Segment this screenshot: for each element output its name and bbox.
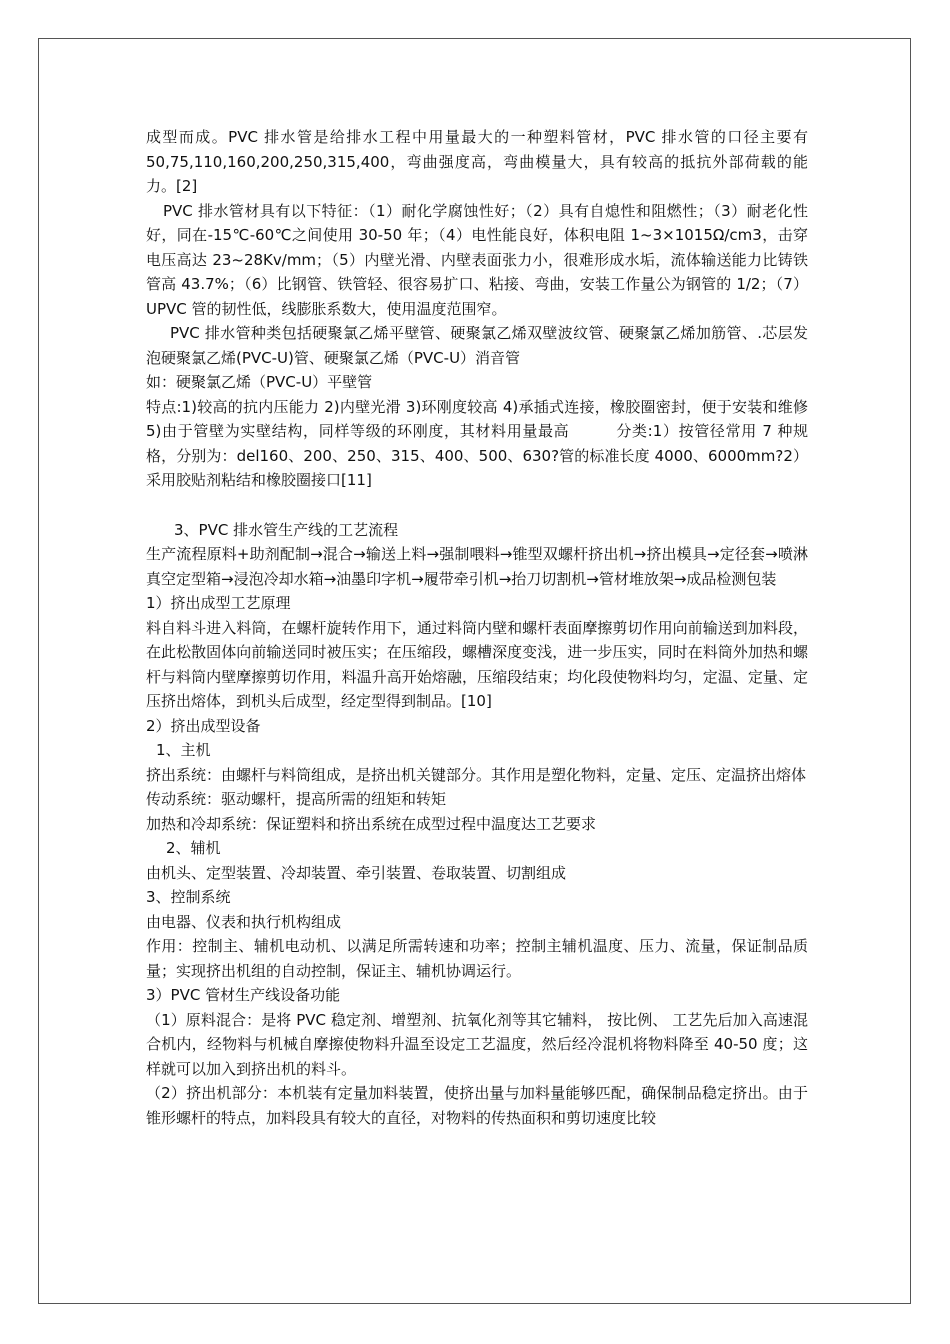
subheading-extrusion-principle: 1）挤出成型工艺原理 <box>146 594 291 612</box>
subheading-extrusion-equipment: 2）挤出成型设备 <box>146 716 261 735</box>
paragraph-control-function: 作用：控制主、辅机电动机、以满足所需转速和功率；控制主辅机温度、压力、流量，保证制品质量；实现挤出机组的自动控制，保证主、辅机协调运行。 <box>146 937 808 980</box>
paragraph-example: 如：硬聚氯乙烯（PVC-U）平壁管 <box>146 373 373 391</box>
paragraph-characteristics: 特点:1)较高的抗内压能力 2)内壁光滑 3)环刚度较高 4)承插式连接，橡胶圈密封，便于安装和维修 5)由于管壁为实壁结构，同样等级的环刚度，其材料用量最高 分类:1）按管径常用 7 种规格，分别为：del160、200、250、315、400、500、630?管的标准长度 4000、6000mm?2）采用胶贴剂粘结和橡胶圈接口[11] <box>146 397 808 489</box>
paragraph-heating-cooling: 加热和冷却系统：保证塑料和挤出系统在成型过程中温度达工艺要求 <box>146 814 597 833</box>
document-body <box>146 125 808 1130</box>
blank-line <box>146 493 808 518</box>
paragraph-extruder: （2）挤出机部分：本机装有定量加料装置，使挤出量与加料量能够匹配，确保制品稳定挤出。由于锥形螺杆的特点，加料段具有较大的直径，对物料的传热面积和剪切速度比较 <box>146 1084 808 1127</box>
paragraph-intro: 成型而成。PVC 排水管是给排水工程中用量最大的一种塑料管材，PVC 排水管的口径主要有 50,75,110,160,200,250,315,400，弯曲强度高，弯曲模量大，具有较高的抵抗外部荷载的能力。[2] <box>146 128 808 195</box>
section-heading-process: 3、PVC 排水管生产线的工艺流程 <box>174 520 399 539</box>
paragraph-control-composition: 由电器、仪表和执行机构组成 <box>146 912 342 931</box>
paragraph-auxiliary: 由机头、定型装置、冷却装置、牵引装置、卷取装置、切割组成 <box>146 863 567 882</box>
paragraph-extrusion-system: 挤出系统：由螺杆与料筒组成，是挤出机关键部分。其作用是塑化物料，定量、定压、定温挤出熔体 <box>146 765 807 784</box>
subheading-auxiliary: 2、辅机 <box>166 839 221 857</box>
paragraph-process-flow: 生产流程原料+助剂配制→混合→输送上料→强制喂料→锥型双螺杆挤出机→挤出模具→定径套→喷淋真空定型箱→浸泡冷却水箱→油墨印字机→履带牵引机→抬刀切割机→管材堆放架→成品检测包装 <box>146 545 808 588</box>
paragraph-extrusion-principle: 料自料斗进入料筒，在螺杆旋转作用下，通过料筒内壁和螺杆表面摩擦剪切作用向前输送到加料段，在此松散固体向前输送同时被压实；在压缩段，螺槽深度变浅，进一步压实，同时在料筒外加热和螺杆与料筒内壁摩擦剪切作用，料温升高开始熔融，压缩段结束；均化段使物料均匀，定温、定量、定压挤出熔体，到机头后成型，经定型得到制品。[10] <box>146 618 808 710</box>
subheading-control-system: 3、控制系统 <box>146 888 231 906</box>
paragraph-features: PVC 排水管材具有以下特征：（1）耐化学腐蚀性好；（2）具有自熄性和阻燃性；（3）耐老化性好，同在-15℃-60℃之间使用 30-50 年；（4）电性能良好，体积电阻 1~3×1015Ω/cm3，击穿电压高达 23~28Kv/mm；（5）内壁光滑、内壁表面张力小，很难形成水垢，流体输送能力比铸铁管高 43.7%；（6）比钢管、铁管轻、很容易扩口、粘接、弯曲，安装工作量公为钢管的 1/2；（7）UPVC 管的韧性低，线膨胀系数大，使用温度范围窄。 <box>146 201 808 318</box>
paragraph-types: PVC 排水管种类包括硬聚氯乙烯平壁管、硬聚氯乙烯双壁波纹管、硬聚氯乙烯加筋管、.芯层发泡硬聚氯乙烯(PVC-U)管、硬聚氯乙烯（PVC-U）消音管 <box>146 324 808 367</box>
subheading-line-functions: 3）PVC 管材生产线设备功能 <box>146 986 341 1004</box>
subheading-main-machine: 1、主机 <box>156 741 211 759</box>
paragraph-raw-mixing: （1）原料混合：是将 PVC 稳定剂、增塑剂、抗氧化剂等其它辅料， 按比例、 工艺先后加入高速混合机内，经物料与机械自摩擦使物料升温至设定工艺温度，然后经冷混机将物料降至 40-50 度；这样就可以加入到挤出机的料斗。 <box>146 1010 808 1078</box>
paragraph-drive-system: 传动系统：驱动螺杆，提高所需的纽矩和转矩 <box>146 790 447 808</box>
